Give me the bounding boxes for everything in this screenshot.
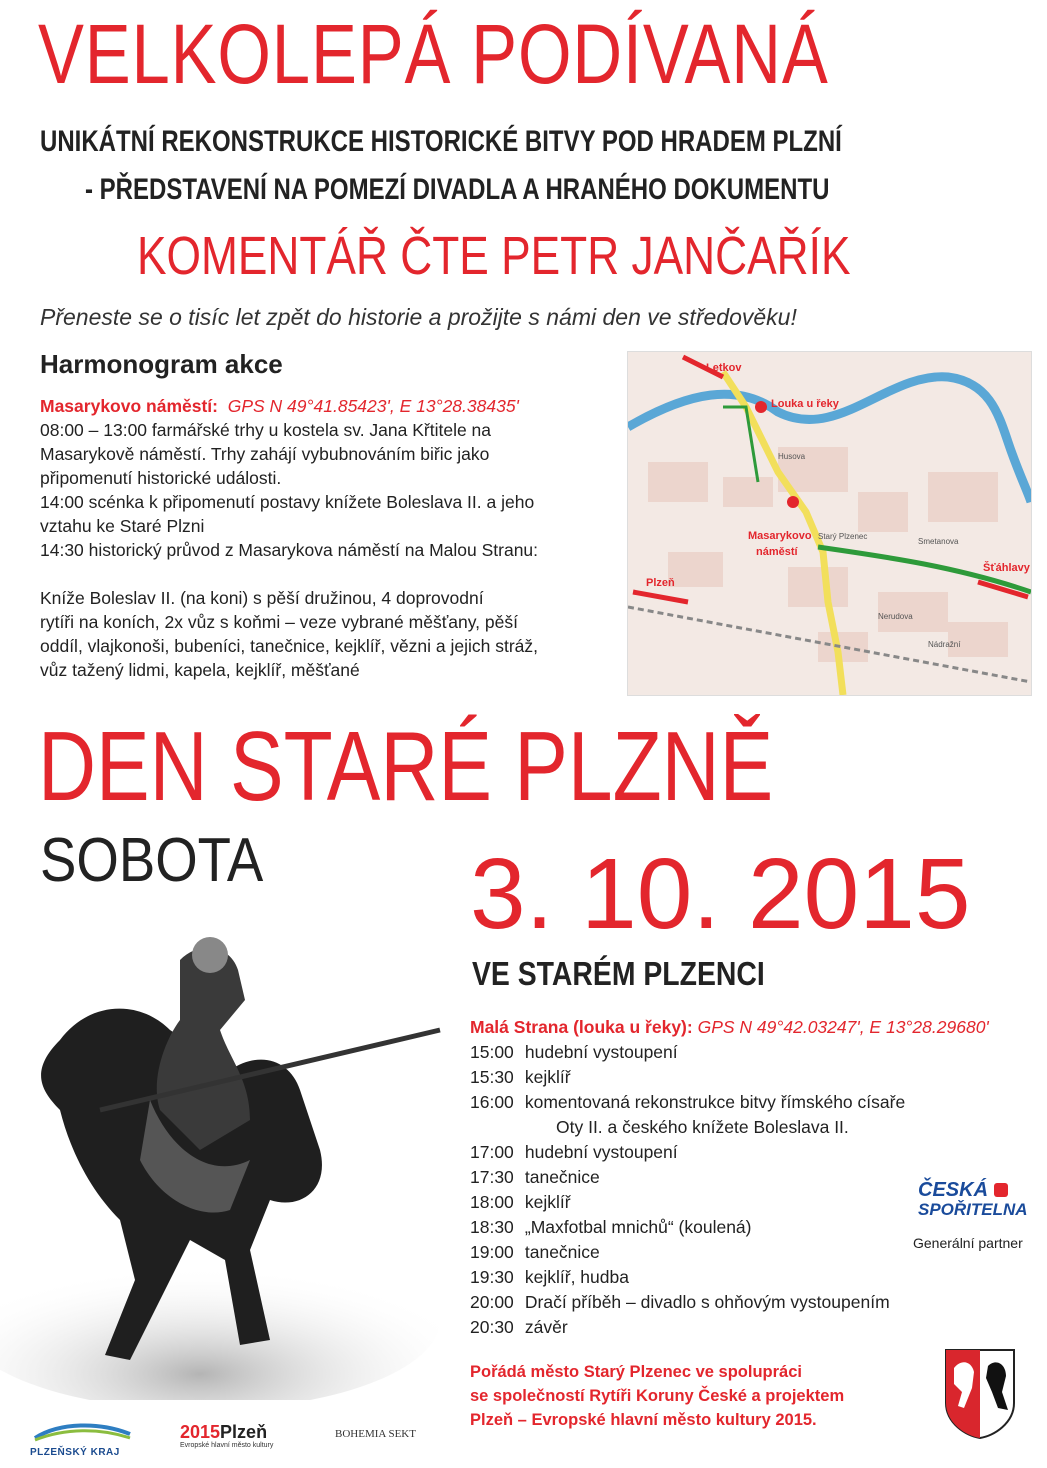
tagline: Přeneste se o tisíc let zpět do historie a prožijte s námi den ve středověku!	[40, 304, 797, 330]
commentary-heading: KOMENTÁŘ ČTE PETR JANČAŘÍK	[137, 226, 851, 286]
coat-of-arms-icon	[944, 1348, 1016, 1440]
plzen-2015-line	[180, 1422, 300, 1442]
harmonogram-line: připomenutí historické události.	[40, 468, 282, 488]
location-gps: GPS N 49°41.85423', E 13°28.38435'	[227, 396, 519, 416]
marker-2	[787, 496, 799, 508]
organizer-line: Pořádá město Starý Plzenec ve spolupráci	[470, 1363, 802, 1381]
schedule-row	[470, 1040, 1040, 1065]
map-label-masarykovo: Masarykovo	[748, 530, 812, 542]
map-label-husova: Husova	[778, 452, 806, 461]
schedule-time: 15:00	[470, 1042, 514, 1062]
schedule-row	[470, 1290, 1040, 1315]
schedule-time: 19:00	[470, 1242, 514, 1262]
route-map	[627, 351, 1032, 696]
plzen-2015-sub: Evropské hlavní město kultury	[180, 1442, 274, 1449]
harmonogram-line: 14:00 scénka k připomenutí postavy knížete Boleslava II. a jeho	[40, 492, 535, 512]
event-name: DEN STARÉ PLZNĚ	[38, 711, 774, 821]
schedule-text: tanečnice	[524, 1167, 600, 1187]
ceska-sporitelna-logo	[918, 1180, 1030, 1220]
map-label-louka: Louka u řeky	[771, 398, 839, 410]
event-day: SOBOTA	[40, 826, 264, 895]
partner-name-line1: ČESKÁ	[918, 1180, 1030, 1200]
partner-role: Generální partner	[913, 1235, 1023, 1251]
schedule-row-continued	[470, 1115, 1040, 1140]
bohemia-sekt-logo: BOHEMIA SEKT	[335, 1428, 416, 1440]
main-title: VELKOLEPÁ PODÍVANÁ	[38, 7, 829, 101]
schedule-text: „Maxfotbal mnichů“ (koulená)	[524, 1217, 752, 1237]
schedule-text: komentovaná rekonstrukce bitvy římského císaře	[524, 1092, 906, 1112]
harmonogram-location	[40, 394, 620, 418]
schedule-row	[470, 1090, 1040, 1115]
knight-icon	[0, 920, 470, 1400]
harmonogram-line: vztahu ke Staré Plzni	[40, 516, 205, 536]
schedule-time: 20:00	[470, 1292, 514, 1312]
schedule-text: Oty II. a českého knížete Boleslava II.	[556, 1117, 849, 1137]
schedule-time: 18:30	[470, 1217, 514, 1237]
schedule-time: 16:00	[470, 1092, 514, 1112]
schedule-place: Malá Strana (louka u řeky):	[470, 1017, 693, 1037]
harmonogram-title: Harmonogram akce	[40, 349, 283, 379]
map-label-nerudova: Nerudova	[878, 612, 913, 621]
plzensky-kraj-logo	[30, 1420, 140, 1460]
procession-line: Kníže Boleslav II. (na koni) s pěší družinou, 4 doprovodní	[40, 588, 484, 608]
map-label-nadrazni: Nádražní	[928, 640, 961, 649]
location-name: Masarykovo náměstí:	[40, 396, 218, 416]
map-label-smetanova: Smetanova	[918, 537, 959, 546]
procession-line: oddíl, vlajkonoši, bubeníci, tanečnice, kejklíř, vězni a jejich stráž,	[40, 636, 539, 656]
harmonogram-line: 14:30 historický průvod z Masarykova náměstí na Malou Stranu:	[40, 540, 539, 560]
procession-line: vůz tažený lidmi, kapela, kejklíř, měšťané	[40, 660, 360, 680]
subtitle-line-2: - PŘEDSTAVENÍ NA POMEZÍ DIVADLA A HRANÉHO DOKUMENTU	[85, 173, 830, 206]
organizer-block	[470, 1360, 844, 1432]
schedule-row	[470, 1315, 1040, 1340]
schedule-time: 15:30	[470, 1067, 514, 1087]
event-date: 3. 10. 2015	[470, 838, 971, 950]
event-place: VE STARÉM PLZENCI	[472, 955, 765, 992]
sponsor-logos	[30, 1420, 450, 1460]
schedule-row	[470, 1140, 1040, 1165]
subtitle-line-1: UNIKÁTNÍ REKONSTRUKCE HISTORICKÉ BITVY POD HRADEM PLZNÍ	[40, 125, 842, 158]
schedule-row	[470, 1265, 1040, 1290]
schedule-text: Dračí příběh – divadlo s ohňovým vystoupením	[524, 1292, 890, 1312]
schedule-time: 18:00	[470, 1192, 514, 1212]
partner-name-line2: SPOŘITELNA	[918, 1200, 1028, 1219]
schedule-text: kejklíř, hudba	[524, 1267, 629, 1287]
schedule-text: závěr	[524, 1317, 568, 1337]
map-label-plzen: Plzeň	[646, 577, 675, 589]
harmonogram-block	[40, 394, 620, 682]
plzen-2015-prefix: 2015	[180, 1422, 221, 1442]
map-label-stahlavy: Šťáhlavy	[983, 562, 1030, 574]
harmonogram-line: Masarykově náměstí. Trhy zahájí vybubnováním biřic jako	[40, 444, 490, 464]
spacer	[40, 562, 620, 586]
schedule-text: hudební vystoupení	[524, 1142, 678, 1162]
schedule-time: 19:30	[470, 1267, 514, 1287]
procession-line: rytíři na koních, 2x vůz s koňmi – veze vybrané měšťany, pěší	[40, 612, 518, 632]
plzen-2015-logo	[180, 1422, 300, 1458]
map-label-letkov: Letkov	[706, 362, 742, 374]
map-label-namesti: náměstí	[756, 546, 798, 558]
organizer-line: se společností Rytíři Koruny České a projektem	[470, 1387, 845, 1405]
schedule-text: kejklíř	[524, 1067, 571, 1087]
schedule-time: 17:30	[470, 1167, 514, 1187]
schedule-location	[470, 1015, 1040, 1040]
schedule-time: 17:00	[470, 1142, 514, 1162]
schedule-row	[470, 1065, 1040, 1090]
schedule-text: hudební vystoupení	[524, 1042, 678, 1062]
sporitelna-s-icon	[994, 1183, 1008, 1197]
plzen-2015-name: Plzeň	[220, 1422, 268, 1442]
marker-1	[755, 401, 767, 413]
kraj-label: PLZEŇSKÝ KRAJ	[30, 1447, 120, 1458]
organizer-line: Plzeň – Evropské hlavní město kultury 2015.	[470, 1411, 817, 1429]
map-label-stary-plzenec: Starý Plzenec	[818, 532, 868, 541]
schedule-gps: GPS N 49°42.03247', E 13°28.29680'	[697, 1017, 989, 1037]
coat-of-arms	[944, 1348, 1016, 1440]
schedule-text: kejklíř	[524, 1192, 571, 1212]
schedule-block	[470, 1015, 1040, 1340]
schedule-time: 20:30	[470, 1317, 514, 1337]
schedule-text: tanečnice	[524, 1242, 600, 1262]
harmonogram-line: 08:00 – 13:00 farmářské trhy u kostela sv. Jana Křtitele na	[40, 420, 492, 440]
knight-illustration	[0, 920, 470, 1400]
kraj-swoosh-icon	[30, 1420, 140, 1442]
